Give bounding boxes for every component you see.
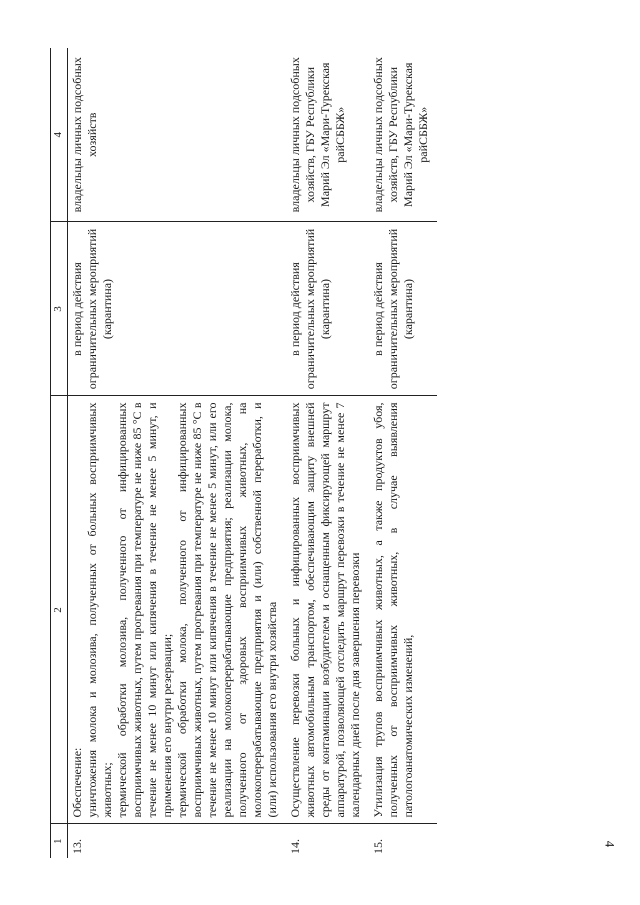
measure-responsible: владельцы личных подсобных хозяйств [68, 48, 287, 222]
column-header-1: 1 [51, 824, 68, 858]
measure-line: Осуществление перевозки больных и инфицированных восприимчивых животных автомобильным транспортом, обеспечивающим защиту внешней среды от контаминации возбудителем и оснащенным фиксирующей маршрут аппаратурой, позволяющей отследить маршрут перевозки в течение не менее 7 календарных дней после дня завершения перевозки [288, 402, 362, 818]
measures-table [50, 48, 437, 858]
column-header-3: 3 [51, 222, 68, 396]
table-row [68, 48, 287, 858]
measure-line: уничтожения молока и молозива, полученных от больных восприимчивых животных; [85, 402, 114, 818]
measure-line: термической обработки молока, полученного от инфицированных восприимчивых животных, путем прогревания при температуре не ниже 85 °С в течение не менее 10 минут или кипячения в течение не менее 5 минут, или его реализации на молокоперерабатывающие предприятия; реализации молока, полученного от здоровых восприимчивых животных, на молокоперерабатывающие предприятия и (или) собственной переработки, и (или) использования его внутри хозяйства [175, 402, 279, 818]
measure-responsible: владельцы личных подсобных хозяйств, ГБУ Республики Марий Эл «Мари-Турекская райСББЖ» [286, 48, 369, 222]
measure-line: термической обработки молозива, полученного от инфицированных восприимчивых животных, путем прогревания при температуре не ниже 85 °С в течение не менее 10 минут или кипячения в течение не менее 5 минут, и применения его внутри резервации; [115, 402, 174, 818]
measure-responsible: владельцы личных подсобных хозяйств, ГБУ Республики Марий Эл «Мари-Турекская райСББЖ» [369, 48, 437, 222]
row-number: 15. [371, 839, 385, 854]
page-number: 4 [601, 840, 617, 848]
column-header-4: 4 [51, 48, 68, 222]
row-number: 14. [288, 839, 302, 854]
measure-term: в период действия ограничительных мероприятий (карантина) [68, 222, 287, 396]
measure-text [286, 396, 369, 824]
measure-line: Утилизация трупов восприимчивых животных, а также продуктов убоя, полученных от восприимчивых животных, в случае выявления патологоанатомических изменений, [371, 402, 415, 818]
measure-line: Обеспечение: [70, 747, 84, 818]
measure-text [369, 396, 437, 824]
measure-term: в период действия ограничительных мероприятий (карантина) [286, 222, 369, 396]
table-row [286, 48, 369, 858]
table-row [369, 48, 437, 858]
column-number-row [51, 48, 68, 858]
measure-text [68, 396, 287, 824]
rotated-page-content [50, 48, 565, 858]
row-number: 13. [70, 839, 84, 854]
column-header-2: 2 [51, 396, 68, 824]
measure-term: в период действия ограничительных мероприятий (карантина) [369, 222, 437, 396]
